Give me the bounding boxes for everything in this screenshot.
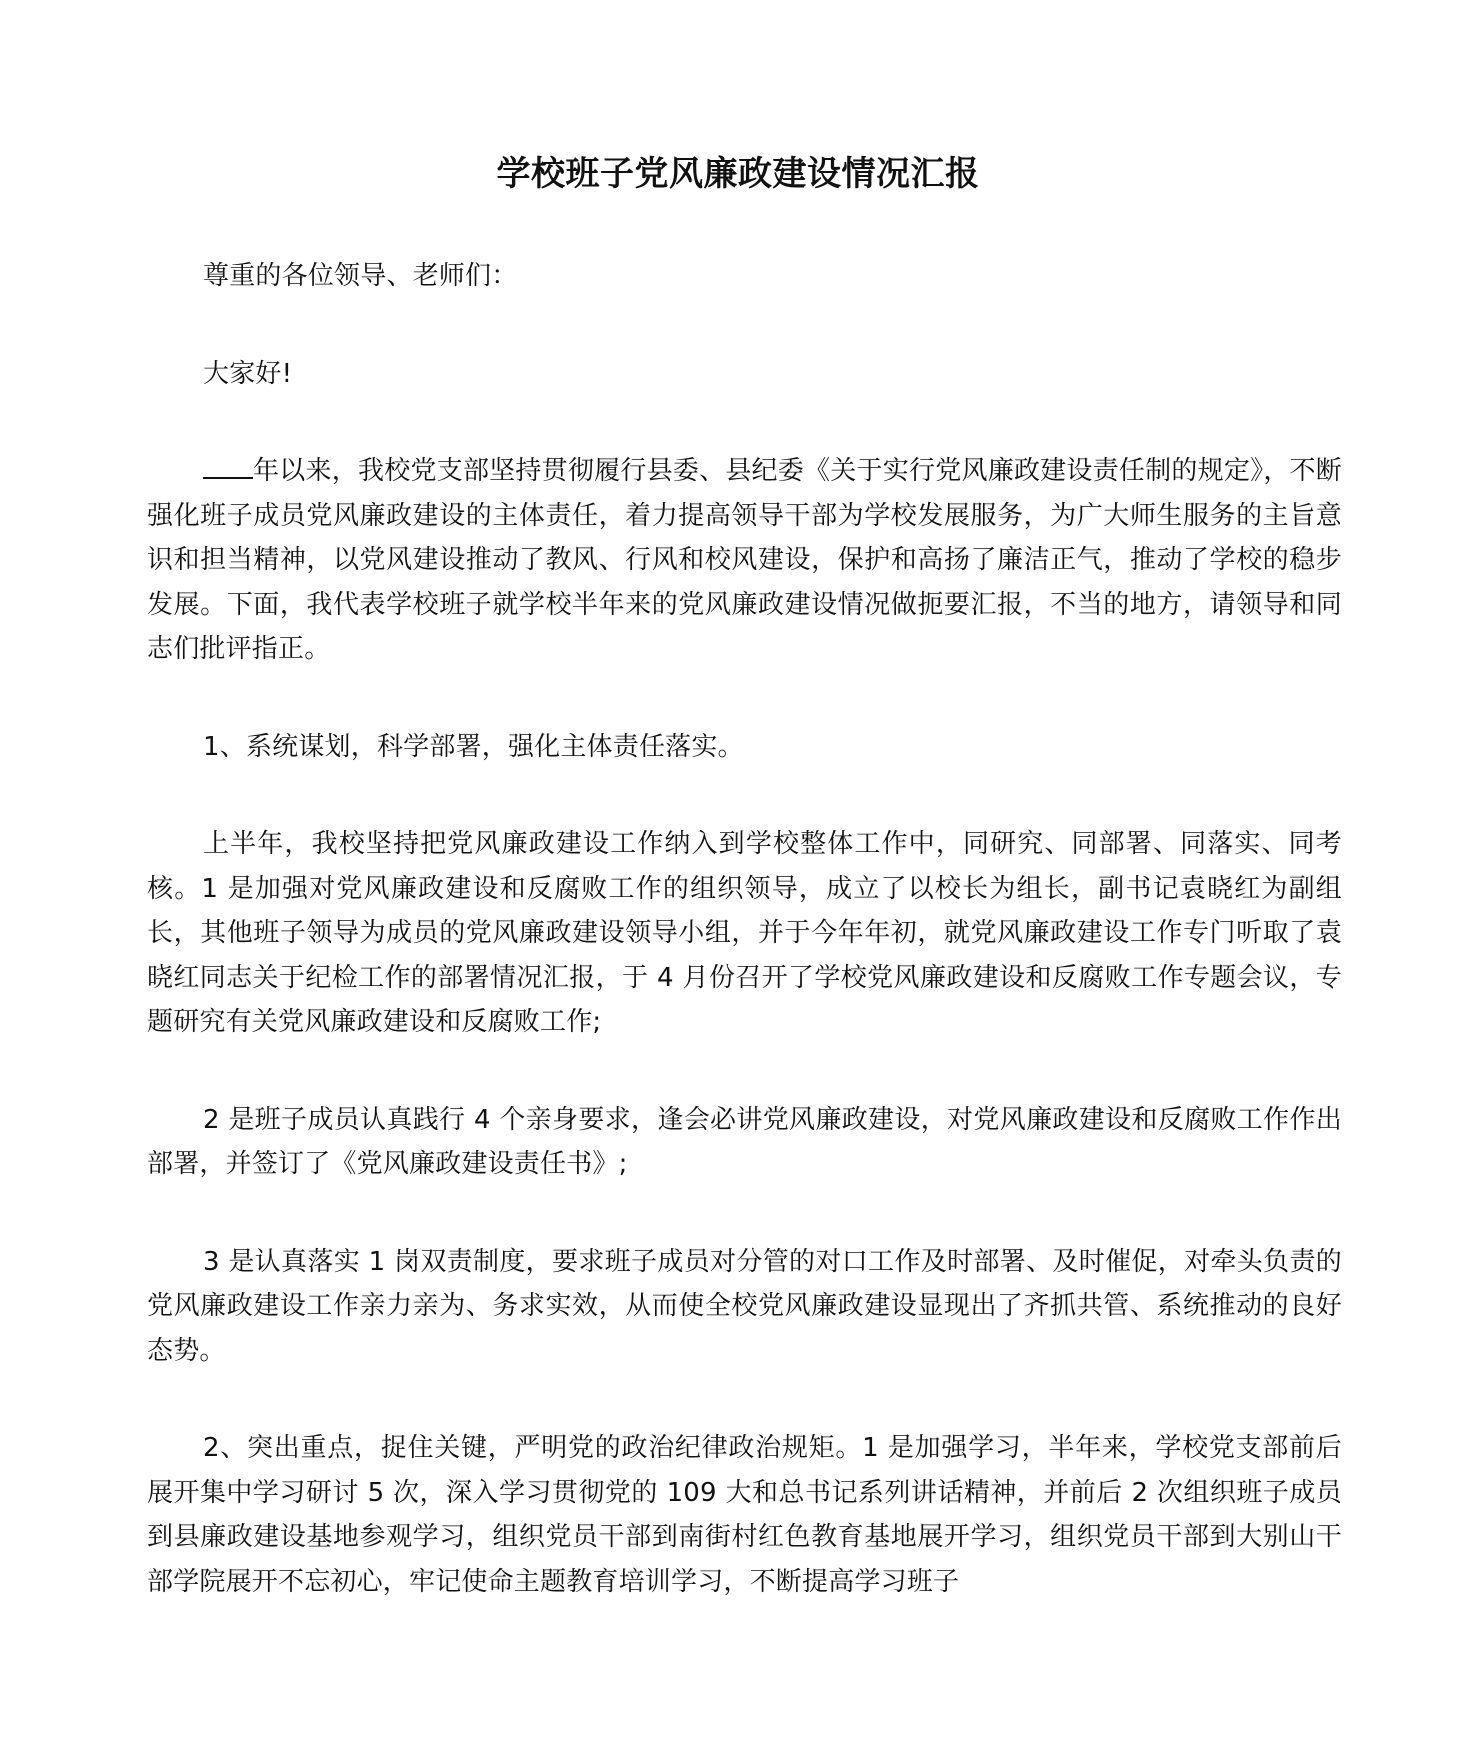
intro-text: 年以来，我校党支部坚持贯彻履行县委、县纪委《关于实行党风廉政建设责任制的规定》，不断强化班子成员党风廉政建设的主体责任，着力提高领导干部为学校发展服务，为广大师生服务的主旨意识和担当精神，以党风建设推动了教风、行风和校风建设，保护和高扬了廉洁正气，推动了学校的稳步发展。下面，我代表学校班子就学校半年来的党风廉政建设情况做扼要汇报，不当的地方，请领导和同志们批评指正。 [147,456,1342,664]
section1-heading: 1、系统谋划，科学部署，强化主体责任落实。 [203,731,744,762]
intro-paragraph [147,449,1342,672]
year-blank-line [203,455,253,479]
salutation-paragraph: 尊重的各位领导、老师们： [203,261,518,291]
document-body [147,254,1342,1657]
section2-paragraph-1: 2、突出重点，捉住关键，严明党的政治纪律政治规矩。1 是加强学习，半年来，学校党支部前后展开集中学习研讨 5 次，深入学习贯彻党的 109 大和总书记系列讲话精神，并前后 2 次组织班子成员到县廉政建设基地参观学习，组织党员干部到南街村红色教育基地展开学习，组织党员干部到大别山干部学院展开不忘初心，牢记使命主题教育培训学习，不断提高学习班子 [147,1433,1342,1597]
document-title: 学校班子党风廉政建设情况汇报 [496,154,980,194]
greeting-paragraph: 大家好! [203,358,293,389]
section1-paragraph-3: 3 是认真落实 1 岗双责制度，要求班子成员对分管的对口工作及时部署、及时催促，对牵头负责的党风廉政建设工作亲力亲为、务求实效，从而使全校党风廉政建设显现出了齐抓共管、系统推动的良好态势。 [147,1246,1342,1366]
section1-paragraph-1: 上半年，我校坚持把党风廉政建设工作纳入到学校整体工作中，同研究、同部署、同落实、同考核。1 是加强对党风廉政建设和反腐败工作的组织领导，成立了以校长为组长，副书记袁晓红为副组长，其他班子领导为成员的党风廉政建设领导小组，并于今年年初，就党风廉政建设工作专门听取了袁晓红同志关于纪检工作的部署情况汇报，于 4 月份召开了学校党风廉政建设和反腐败工作专题会议，专题研究有关党风廉政建设和反腐败工作; [147,829,1342,1037]
section1-paragraph-2: 2 是班子成员认真践行 4 个亲身要求，逢会必讲党风廉政建设，对党风廉政建设和反腐败工作作出部署，并签订了《党风廉政建设责任书》; [147,1104,1342,1179]
